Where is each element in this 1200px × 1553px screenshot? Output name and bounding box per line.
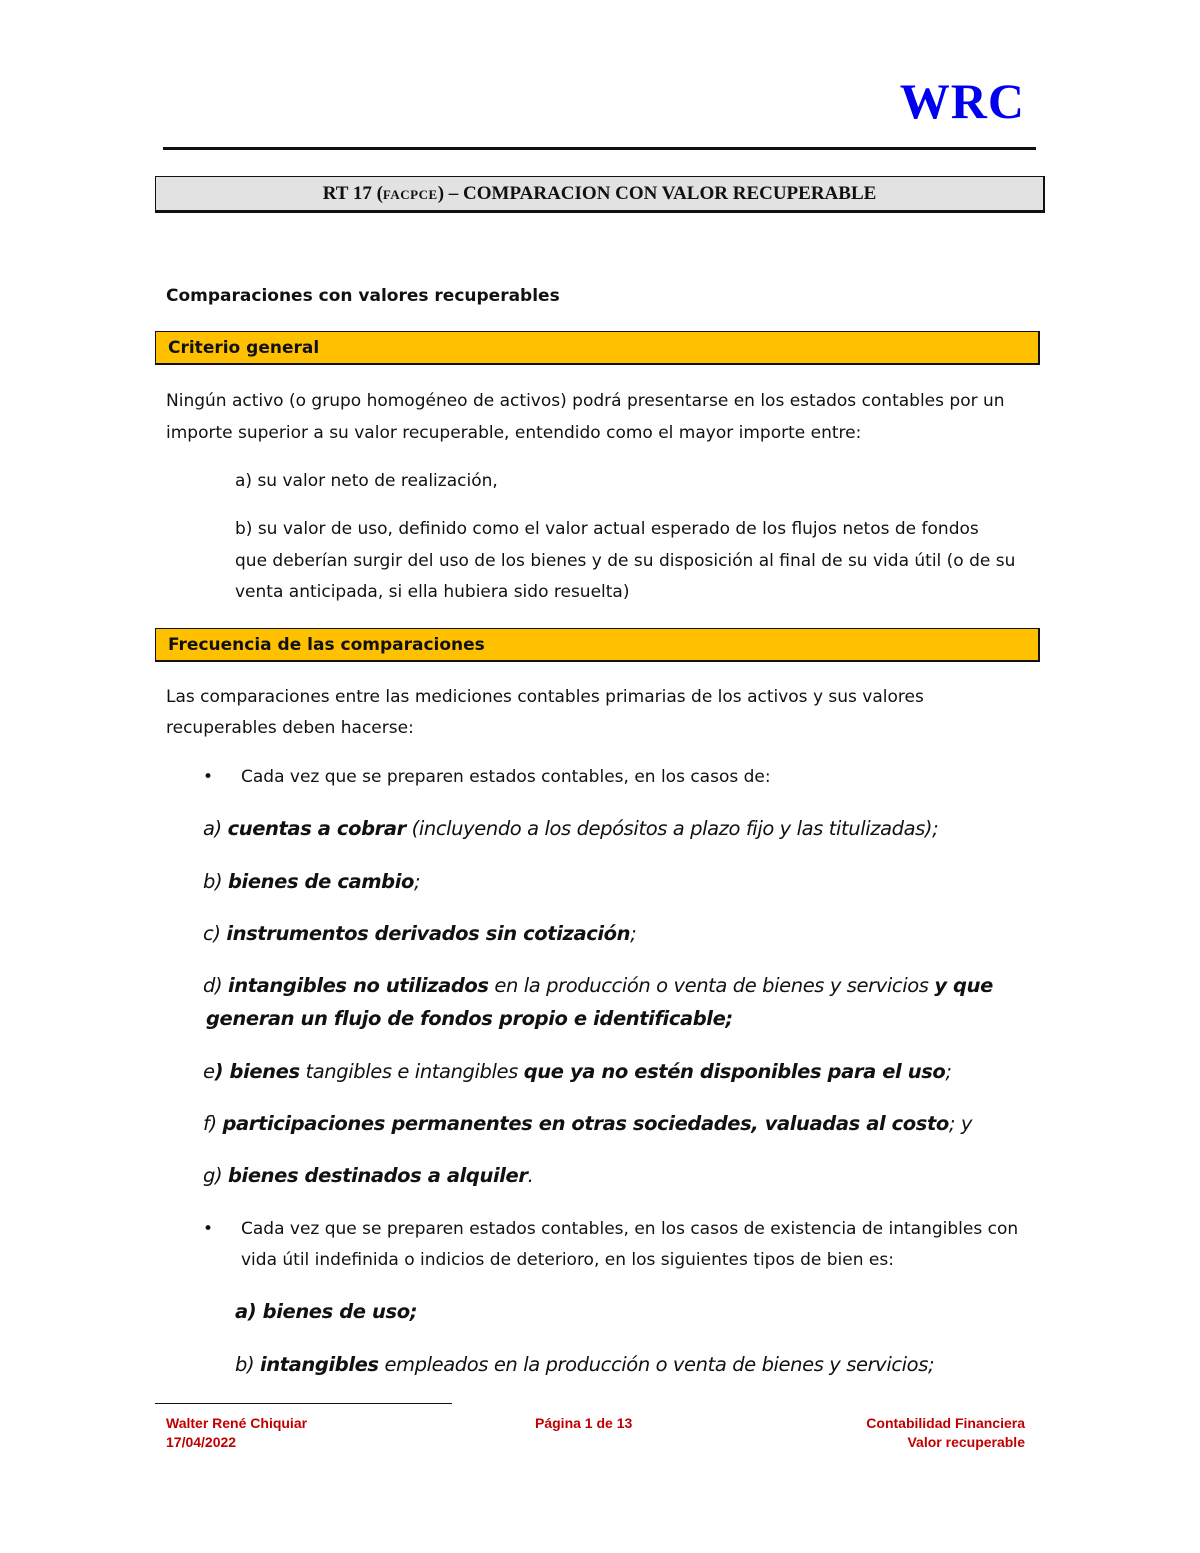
title-rest: ) – COMPARACION CON VALOR RECUPERABLE	[437, 183, 877, 204]
item-prefix: a)	[203, 817, 228, 840]
section-heading-criterio: Criterio general	[155, 331, 1040, 365]
list-item-a	[203, 813, 938, 845]
bullet-item: Cada vez que se preparen estados contables, en los casos de existencia de intangibles con	[241, 1219, 1019, 1239]
footer-author: Walter René Chiquiar	[166, 1415, 308, 1431]
item-prefix: c)	[203, 922, 227, 945]
item-text: ;	[414, 870, 421, 893]
item-prefix: d)	[203, 974, 228, 997]
list-item-b: b) su valor de uso, definido como el valor actual esperado de los flujos netos de fondos	[235, 519, 979, 539]
list-item-g	[203, 1160, 533, 1192]
item-text: en la producción o venta de bienes y servicios	[488, 974, 935, 997]
item-bold: ) bienes	[214, 1060, 300, 1083]
list-item-b-cont: venta anticipada, si ella hubiera sido resuelta)	[235, 582, 630, 602]
item-prefix: f)	[203, 1112, 223, 1135]
item-bold: bienes destinados a alquiler	[227, 1164, 528, 1187]
list-item-b	[203, 866, 420, 898]
list-item-c	[203, 918, 636, 950]
paragraph-line: Ningún activo (o grupo homogéneo de activos) podrá presentarse en los estados contables por un	[166, 391, 1005, 411]
list-item-f	[203, 1108, 972, 1140]
paragraph-line: Las comparaciones entre las mediciones contables primarias de los activos y sus valores	[166, 687, 924, 707]
item-prefix: b)	[203, 870, 228, 893]
item-bold: instrumentos derivados sin cotización	[226, 922, 631, 945]
wrc-logo: WRC	[899, 73, 1025, 129]
item-text: ;	[945, 1060, 952, 1083]
item-text: ; y	[948, 1112, 973, 1135]
list-item-d	[203, 970, 993, 1002]
item-prefix: g)	[203, 1164, 228, 1187]
page-title	[155, 176, 1045, 213]
list-item-a: a) su valor neto de realización,	[235, 471, 498, 491]
bullet-item-cont: vida útil indefinida o indicios de deterioro, en los siguientes tipos de bien es:	[241, 1250, 894, 1270]
list-item-b-cont: que deberían surgir del uso de los bienes y de su disposición al final de su vida útil (o de su	[235, 551, 1016, 571]
list-item-a2: a) bienes de uso;	[235, 1300, 418, 1323]
item-text: ;	[630, 922, 637, 945]
bullet-item: Cada vez que se preparen estados contables, en los casos de:	[241, 767, 771, 787]
item-text: empleados en la producción o venta de bienes y servicios;	[378, 1353, 935, 1376]
item-prefix: b)	[235, 1353, 260, 1376]
bullet-icon: •	[203, 1219, 214, 1239]
header-rule	[163, 147, 1036, 150]
title-org: FACPCE	[382, 187, 438, 202]
footer-topic: Valor recuperable	[907, 1434, 1025, 1450]
item-text: tangibles e intangibles	[299, 1060, 524, 1083]
list-item-e	[203, 1056, 952, 1088]
item-bold: bienes de cambio	[227, 870, 415, 893]
item-bold: participaciones permanentes en otras sociedades, valuadas al costo	[222, 1112, 949, 1135]
footer-date: 17/04/2022	[166, 1434, 237, 1450]
bullet-icon: •	[203, 767, 214, 787]
paragraph-line: recuperables deben hacerse:	[166, 718, 414, 738]
item-bold: cuentas a cobrar	[227, 817, 406, 840]
item-bold: intangibles	[259, 1353, 379, 1376]
item-bold: que ya no estén disponibles para el uso	[523, 1060, 946, 1083]
footer-rule	[155, 1403, 452, 1404]
item-prefix: e	[203, 1060, 215, 1083]
subtitle: Comparaciones con valores recuperables	[166, 286, 560, 306]
item-text: (incluyendo a los depósitos a plazo fijo y las titulizadas);	[405, 817, 939, 840]
item-text: .	[527, 1164, 534, 1187]
title-main: RT 17 (	[322, 183, 383, 204]
list-item-d-cont: generan un flujo de fondos propio e identificable;	[206, 1007, 733, 1030]
section-heading-frecuencia: Frecuencia de las comparaciones	[155, 628, 1040, 662]
footer-course: Contabilidad Financiera	[866, 1415, 1025, 1431]
item-bold: intangibles no utilizados	[227, 974, 489, 997]
item-bold: y que	[934, 974, 993, 997]
footer-page-number: Página 1 de 13	[535, 1415, 633, 1431]
paragraph-line: importe superior a su valor recuperable, entendido como el mayor importe entre:	[166, 423, 862, 443]
list-item-b2	[235, 1349, 934, 1381]
